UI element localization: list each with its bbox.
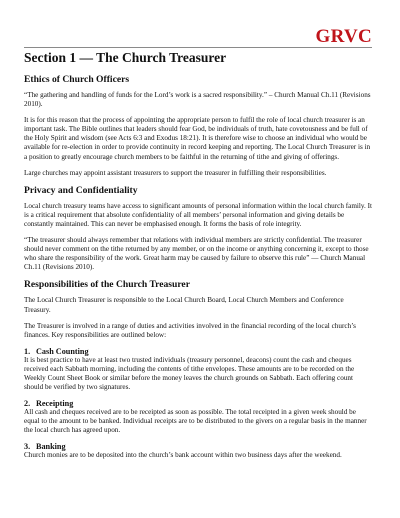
- header-divider: [24, 47, 372, 48]
- responsibility-item-text: It is best practice to have at least two trusted individuals (treasury personnel, deacons) count the cash and cheques received each Sabbath morning, including the contents of tithe envelopes. These amounts are to be recorded on the Weekly Count Sheet Book or similar before the money leaves the church grounds on Sabbath. Each offering count should be verified by two signatures.: [24, 355, 355, 392]
- responsibility-item-number: 2.: [24, 399, 31, 409]
- ethics-paragraph-1: It is for this reason that the process of appointing the appropriate person to fulfil the role of local church treasurer is an important task. The Bible outlines that leaders should fear God, be individuals of truth, hate covetousness and be full of the Holy Spirit and wisdom (see Acts 6:3 and Exodus 18:21). It is therefore wise to choose an individual who would be available for re-election in order to provide continuity in record keeping and reporting. The Local Church Treasurer is in a position to greatly encourage church members to be faithful in the returning of tithe and giving of offerings.: [24, 116, 371, 161]
- document-content: [24, 50, 372, 468]
- privacy-paragraph-1: Local church treasury teams have access to significant amounts of personal information within the local church family. It is a critical requirement that absolute confidentiality of all members’ personal information and giving details be constantly maintained. This can never be emphasised enough. It forms the basis of role integrity.: [24, 201, 373, 228]
- responsibility-item-title: [24, 347, 372, 356]
- ethics-heading: Ethics of Church Officers: [24, 74, 130, 85]
- responsibility-item-text: All cash and cheques received are to be receipted as soon as possible. The total receipted in a given week should be equal to the amount to be banked. Individual receipts are to be distributed to the givers on a regular basis in the manner the local church has agreed upon.: [24, 408, 367, 435]
- responsibility-item: [24, 399, 372, 435]
- responsibility-item-title-text: Receipting: [36, 399, 74, 409]
- responsibility-item: [24, 347, 372, 392]
- page-title: Section 1 — The Church Treasurer: [24, 50, 227, 65]
- responsibilities-heading: Responsibilities of the Church Treasurer: [24, 279, 190, 291]
- ethics-paragraph-2: Large churches may appoint assistant treasurers to support the treasurer in fulfilling their responsibilities.: [24, 168, 327, 177]
- responsibility-item-number: 1.: [24, 346, 31, 356]
- responsibility-item-title: [24, 442, 372, 451]
- privacy-quote: “The treasurer should always remember that relations with individual members are strictly confidential. The treasurer should never comment on the tithe returned by any member, or on the income or anything concerning it, except to those who share the responsibility of the work. Great harm may be caused by failure to observe this rule” — Church Manual Ch.11 (Revisions 2010).: [24, 236, 369, 272]
- responsibility-item-title-text: Cash Counting: [36, 346, 89, 356]
- responsibilities-paragraph-2: The Treasurer is involved in a range of duties and activities involved in the financial recording of the local church’s finances. Key responsibilities are outlined below:: [24, 321, 356, 339]
- privacy-heading: Privacy and Confidentiality: [24, 184, 138, 196]
- responsibility-item-text: Church monies are to be deposited into the church’s bank account within two business days after the weekend.: [24, 451, 342, 460]
- ethics-quote: “The gathering and handling of funds for the Lord’s work is a sacred responsibility.” – Church Manual Ch.11 (Revisions 2010).: [24, 91, 371, 109]
- brand-logo-text: GRVC: [315, 26, 372, 47]
- responsibilities-paragraph-1: The Local Church Treasurer is responsible to the Local Church Board, Local Church Members and Conference Treasury.: [24, 296, 344, 314]
- responsibility-item-title-text: Banking: [36, 442, 66, 452]
- responsibility-item-number: 3.: [24, 442, 31, 452]
- responsibility-item: [24, 442, 372, 460]
- responsibility-item-title: [24, 399, 372, 408]
